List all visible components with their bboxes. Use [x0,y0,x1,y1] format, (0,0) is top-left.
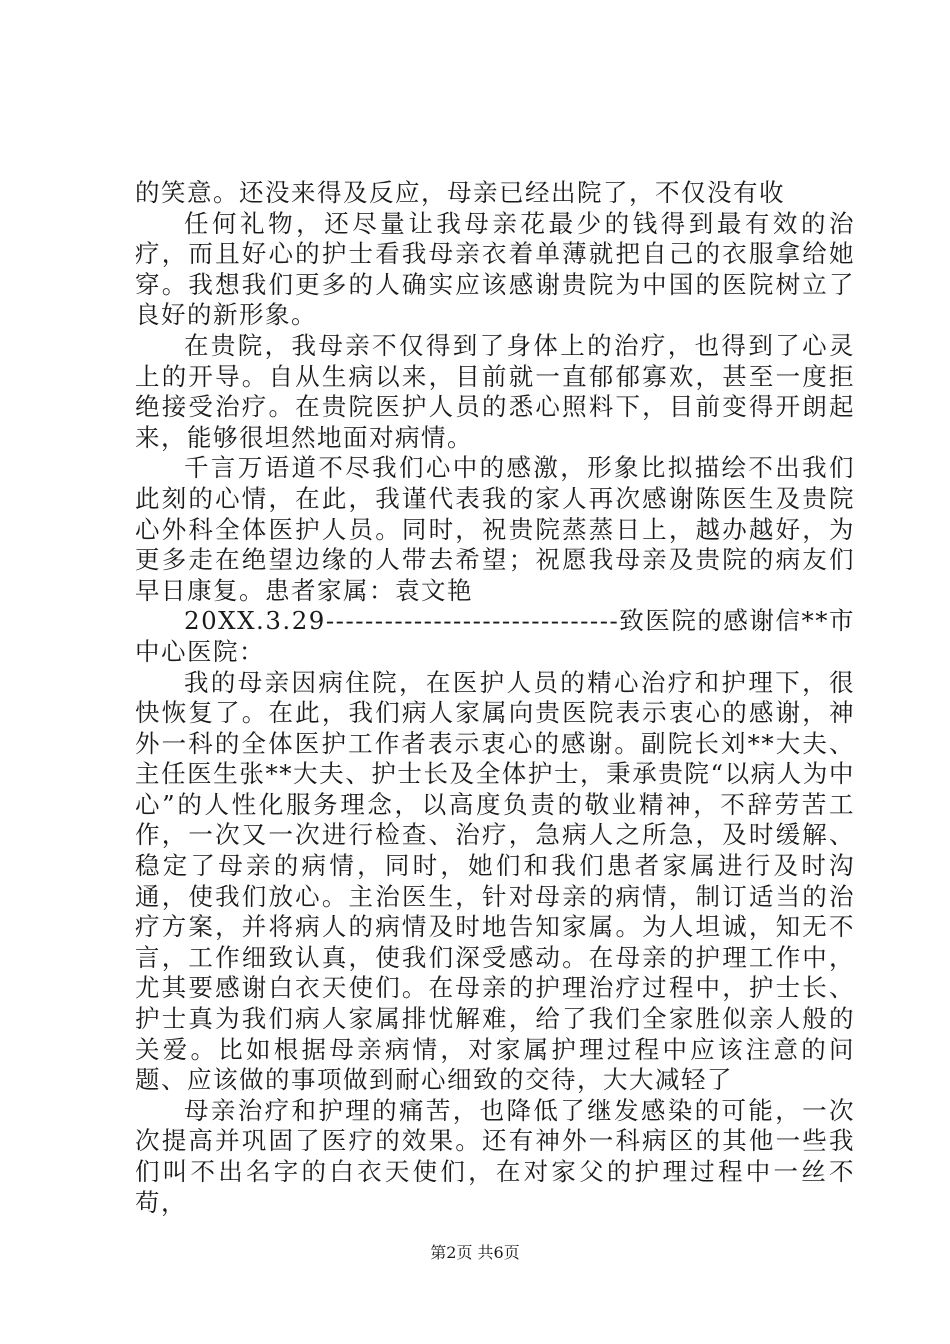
paragraph-2: 任何礼物，还尽量让我母亲花最少的钱得到最有效的治疗，而且好心的护士看我母亲衣着单薄就把自己的衣服拿给她穿。我想我们更多的人确实应该感谢贵院为中国的医院树立了良好的新形象。 [135,208,855,330]
document-body [135,178,855,1218]
paragraph-3: 在贵院，我母亲不仅得到了身体上的治疗，也得到了心灵上的开导。自从生病以来，目前就一直郁郁寡欢，甚至一度拒绝接受治疗。在贵院医护人员的悉心照料下，目前变得开朗起来，能够很坦然地面对病情。 [135,330,855,452]
paragraph-1: 的笑意。还没来得及反应，母亲已经出院了，不仅没有收 [135,178,785,207]
paragraph-4: 千言万语道不尽我们心中的感激，形象比拟描绘不出我们此刻的心情，在此，我谨代表我的家人再次感谢陈医生及贵院心外科全体医护人员。同时，祝贵院蒸蒸日上，越办越好，为更多走在绝望边缘的人带去希望；祝愿我母亲及贵院的病友们早日康复。患者家属：袁文艳 [135,453,855,605]
paragraph-5: 20XX.3.29------------------------------致医院的感谢信**市中心医院： [135,606,855,666]
paragraph-6: 我的母亲因病住院，在医护人员的精心治疗和护理下，很快恢复了。在此，我们病人家属向贵医院表示衷心的感谢，神外一科的全体医护工作者表示衷心的感谢。副院长刘**大夫、主任医生张**大夫、护士长及全体护士，秉承贵院“以病人为中心”的人性化服务理念，以高度负责的敬业精神，不辞劳苦工作，一次又一次进行检查、治疗，急病人之所急，及时缓解、稳定了母亲的病情，同时，她们和我们患者家属进行及时沟通，使我们放心。主治医生，针对母亲的病情，制订适当的治疗方案，并将病人的病情及时地告知家属。为人坦诚，知无不言，工作细致认真，使我们深受感动。在母亲的护理工作中，尤其要感谢白衣天使们。在母亲的护理治疗过程中，护士长、护士真为我们病人家属排忧解难，给了我们全家胜似亲人般的关爱。比如根据母亲病情，对家属护理过程中应该注意的问题、应该做的事项做到耐心细致的交待，大大减轻了 [135,667,855,1095]
page-footer [0,1243,950,1263]
paragraph-7: 母亲治疗和护理的痛苦，也降低了继发感染的可能，一次次提高并巩固了医疗的效果。还有神外一科病区的其他一些我们叫不出名字的白衣天使们，在对家父的护理过程中一丝不苟， [135,1095,855,1217]
page-number: 第2页 共6页 [430,1243,520,1262]
